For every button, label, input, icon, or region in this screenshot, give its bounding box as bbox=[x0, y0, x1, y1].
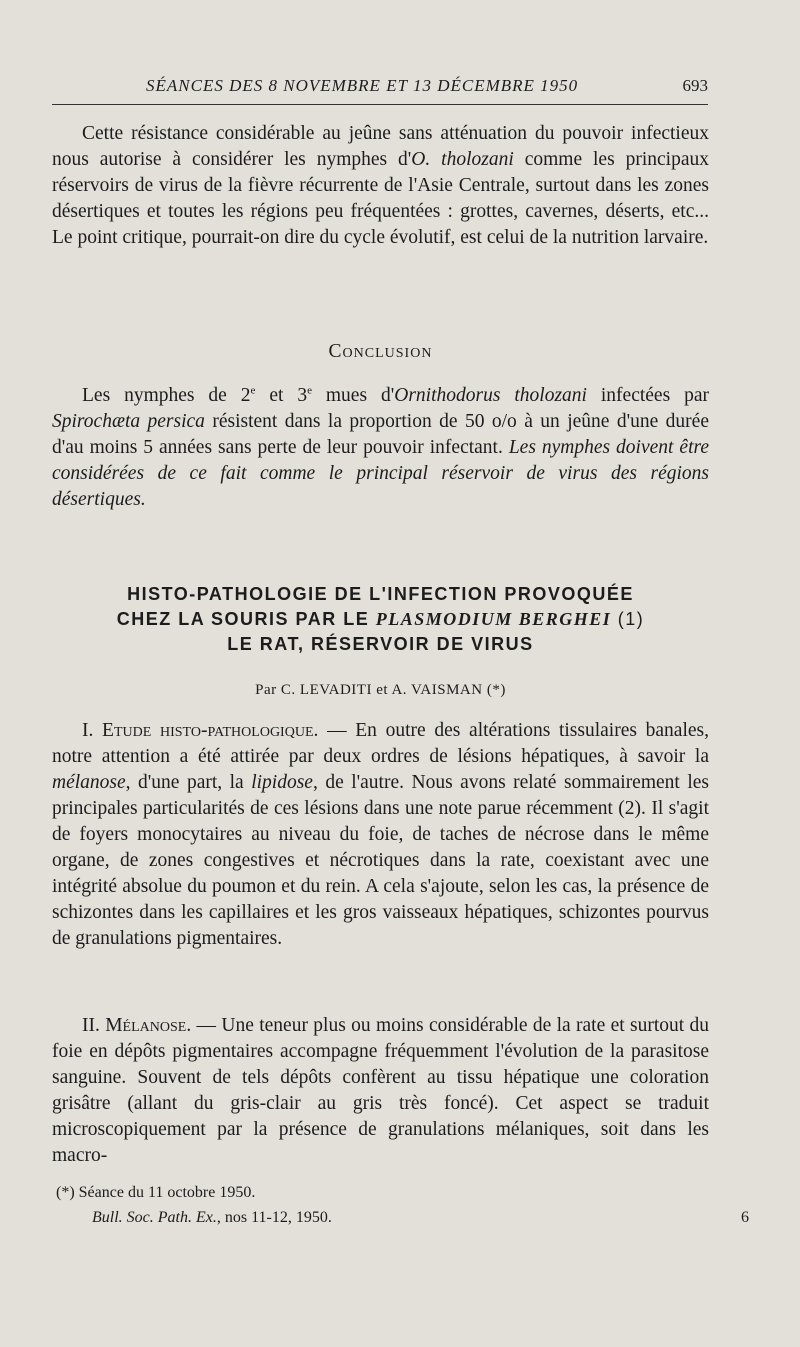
article-title: HISTO-PATHOLOGIE DE L'INFECTION PROVOQUÉE CHEZ LA SOURIS PAR LE PLASMODIUM BERGHEI (1) LE RAT, RÉSERVOIR DE VIRUS bbox=[116, 584, 645, 654]
byline: Par C. LEVADITI et A. VAISMAN (*) bbox=[255, 682, 506, 698]
running-header bbox=[52, 76, 708, 96]
conclusion-paragraph: Les nymphes de 2e et 3e mues d'Ornithodorus tholozani infectées par Spirochæta persica résistent dans la proportion de 50 o/o à un jeûne d'une durée d'au moins 5 années sans perte de leur pouvoir infectant. Les nymphes doivent être considérées de ce fait comme le principal réservoir de virus des régions désertiques. bbox=[52, 384, 710, 510]
header-rule bbox=[52, 104, 708, 105]
running-title: SÉANCES DES 8 NOVEMBRE ET 13 DÉCEMBRE 1950 bbox=[146, 76, 579, 95]
signature-mark: 6 bbox=[741, 1209, 749, 1226]
section-label: II. Mélanose. bbox=[82, 1015, 192, 1036]
section-label: I. Etude histo-pathologique. bbox=[82, 720, 319, 741]
section-melanose: II. Mélanose. — Une teneur plus ou moins considérable de la rate et surtout du foie en dépôts pigmentaires accompagne fréquemment l'évolution de la parasitose sanguine. Souvent de tels dépôts confèrent au tissu hépatique une coloration grisâtre (allant du gris-clair au gris très foncé). Cet aspect se traduit microscopiquement par la présence de granulations mélaniques, soit dans les macro- bbox=[52, 1015, 709, 1166]
conclusion-heading: Conclusion bbox=[328, 341, 433, 362]
section-histopathology: I. Etude histo-pathologique. — En outre des altérations tissulaires banales, notre attention a été attirée par deux ordres de lésions hépatiques, à savoir la mélanose, d'une part, la lipidose, de l'autre. Nous avons relaté sommairement les principales particularités de ces lésions dans une note parue récemment (2). Il s'agit de foyers monocytaires au niveau du foie, de taches de nécrose dans le même organe, de zones congestives et nécrotiques dans la rate, coexistant avec une intégrité absolue du poumon et du rein. A cela s'ajoute, selon les cas, la présence de schizontes dans les capillaires et les gros vaisseaux hépatiques, schizontes pourvus de granulations pigmentaires. bbox=[52, 720, 710, 949]
page-number: 693 bbox=[682, 76, 708, 95]
journal-reference: Bull. Soc. Path. Ex., nos 11-12, 1950. 6 bbox=[52, 1207, 800, 1229]
paragraph-intro: Cette résistance considérable au jeûne sans atténuation du pouvoir infectieux nous autorise à considérer les nymphes d'O. tholozani comme les principaux réservoirs de virus de la fièvre récurrente de l'Asie Centrale, surtout dans les zones désertiques et toutes les régions peu fréquentées : grottes, cavernes, déserts, etc... Le point critique, pourrait-on dire du cycle évolutif, est celui de la nutrition larvaire. bbox=[52, 123, 709, 248]
footnote: (*) Séance du 11 octobre 1950. bbox=[56, 1184, 256, 1201]
